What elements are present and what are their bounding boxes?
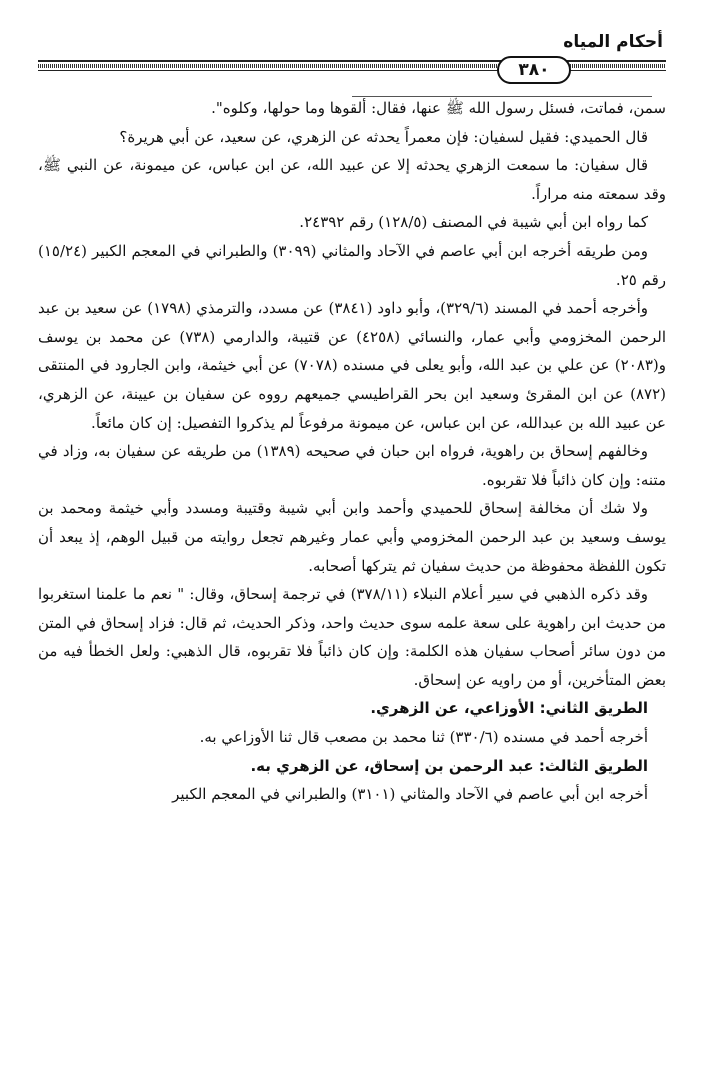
page-header	[0, 0, 703, 90]
header-rule-hatch	[38, 64, 666, 68]
paragraph: قال الحميدي: فقيل لسفيان: فإن معمراً يحدثه عن الزهري، عن سعيد، عن أبي هريرة؟	[119, 127, 648, 146]
header-rule	[38, 60, 666, 72]
paragraph: أخرجه أحمد في مسنده (٣٣٠/٦) ثنا محمد بن مصعب قال ثنا الأوزاعي به.	[199, 728, 648, 747]
paragraph: ومن طريقه أخرجه ابن أبي عاصم في الآحاد والمثاني (٣٠٩٩) والطبراني في المعجم الكبير (١٥/٢٤) رقم ٢٥.	[38, 241, 666, 289]
section-heading: الطريق الثاني: الأوزاعي، عن الزهري.	[370, 699, 648, 718]
section-heading: الطريق الثالث: عبد الرحمن بن إسحاق، عن الزهري به.	[250, 756, 648, 775]
paragraph: سمن، فماتت، فسئل رسول الله ﷺ عنها، فقال: ألقوها وما حولها، وكلوه".	[211, 99, 666, 117]
paragraph: وأخرجه أحمد في المسند (٣٢٩/٦)، وأبو داود (٣٨٤١) عن مسدد، والترمذي (١٧٩٨) عن سعيد بن عبد الرحمن المخزومي وأبي عمار، والنسائي (٤٢٥٨) عن قتيبة، والدارمي (٧٣٨) عن محمد بن يوسف و(٢٠٨٣) عن علي بن عبد الله، وأبو يعلى في مسنده (٧٠٧٨) عن أبي خيثمة، وابن الجارود في المنتقى (٨٧٢) عن ابن المقرئ وسعيد ابن بحر القراطيسي جميعهم رووه عن سفيان بن عيينة، عن الزهري، عن عبيد الله بن عبدالله، عن ابن عباس، عن ميمونة مرفوعاً لم يذكروا التفصيل: إن كان مائعاً.	[38, 299, 667, 432]
page-number: ٣٨٠	[497, 56, 571, 84]
header-rule-line	[38, 60, 666, 62]
paragraph: قال سفيان: ما سمعت الزهري يحدثه إلا عن عبيد الله، عن ابن عباس، عن ميمونة، عن النبي ﷺ، وقد سمعته منه مراراً.	[38, 156, 666, 203]
paragraph: وقد ذكره الذهبي في سير أعلام النبلاء (٣٧٨/١١) في ترجمة إسحاق، وقال: " نعم ما علمنا استغربوا من حديث ابن راهوية على سعة علمه سوى حديث واحد، وذكر الحديث، ثم قال: فزاد إسحاق في المتن من دون سائر أصحاب سفيان هذه الكلمة: وإن كان ذائباً فلا تقربوه، قال الذهبي: ولعل الخطأ فيه من بعض المتأخرين، أو من راويه عن إسحاق.	[38, 585, 666, 689]
paragraph: أخرجه ابن أبي عاصم في الآحاد والمثاني (٣١٠١) والطبراني في المعجم الكبير	[172, 785, 648, 804]
body-text	[38, 94, 666, 809]
paragraph: ولا شك أن مخالفة إسحاق للحميدي وأحمد وابن أبي شيبة وقتيبة ومسدد وأبي خيثمة ومحمد بن يوسف وسعيد بن عبد الرحمن المخزومي وأبي عمار وغيرهم تجعل روايته من قبيل الوهم، إذ يبعد أن تكون اللفظة محفوظة من حديث سفيان ثم يتركها أصحابه.	[38, 499, 666, 575]
book-title: أحكام المياه	[563, 32, 663, 52]
paragraph: وخالفهم إسحاق بن راهوية، فرواه ابن حبان في صحيحه (١٣٨٩) من طريقه عن سفيان به، وزاد في متنه: وإن كان ذائباً فلا تقربوه.	[38, 442, 666, 489]
header-rule-line	[38, 70, 666, 71]
paragraph: كما رواه ابن أبي شيبة في المصنف (١٢٨/٥) رقم ٢٤٣٩٢.	[299, 213, 648, 232]
